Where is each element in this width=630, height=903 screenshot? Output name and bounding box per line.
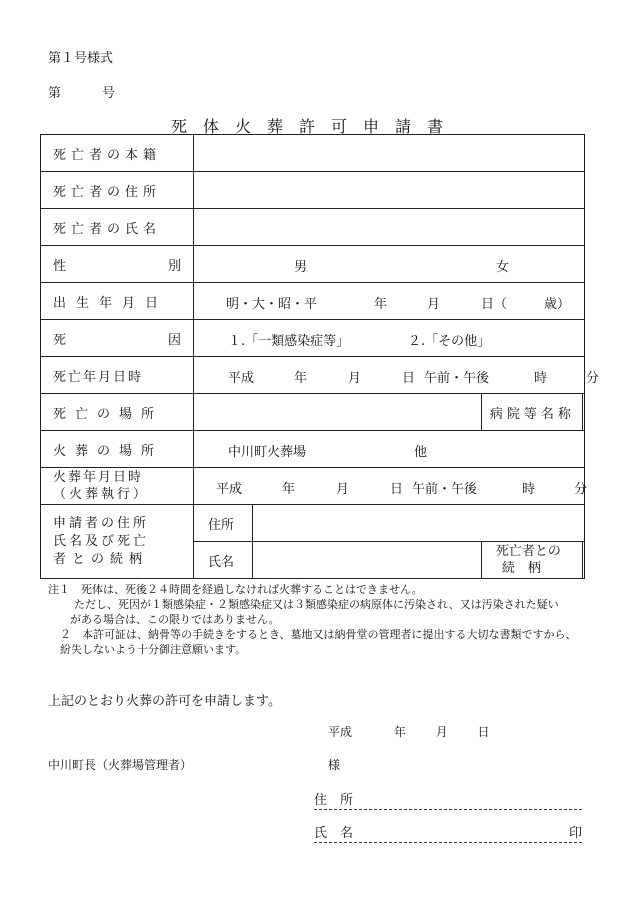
applicant-name-label: 氏 名: [314, 826, 354, 841]
notes: [48, 582, 588, 657]
cremation-month-unit: 月: [336, 482, 350, 497]
row-death-place: [41, 394, 585, 431]
field-death-time[interactable]: [194, 357, 600, 394]
date-year-unit: 年: [393, 725, 406, 739]
label-birth: 出生年月日: [41, 283, 194, 320]
label-applicant: 申請者の住所 氏名及び死亡 者との続柄: [41, 505, 194, 579]
row-birth: [41, 283, 585, 320]
death-year-unit: 年: [294, 371, 308, 386]
note-1: 注１ 死体は、死後２４時間を経過しなければ火葬することはできません。: [48, 583, 423, 596]
cause-option-other[interactable]: ２.「その他」: [408, 334, 491, 349]
cremation-era: 平成: [216, 482, 243, 497]
field-cremation-place[interactable]: [194, 431, 585, 468]
label-death-place: 死亡の場所: [41, 394, 194, 431]
row-cremation-place: [41, 431, 585, 468]
applicant-name-line[interactable]: [314, 822, 582, 843]
field-cause[interactable]: [194, 320, 585, 357]
label-applicant-name: 氏名: [194, 542, 253, 579]
note-1-line2: ただし、死因が１類感染症・２類感染症又は３類感染症の病原体に汚染され、又は汚染された疑い: [74, 598, 559, 611]
application-form-table: [40, 134, 600, 579]
field-death-place[interactable]: [194, 394, 482, 431]
label-applicant-address: 住所: [194, 505, 253, 542]
death-month-unit: 月: [348, 371, 362, 386]
field-applicant-name[interactable]: [253, 542, 482, 579]
number-suffix: 号: [102, 86, 116, 101]
row-domicile: [41, 135, 585, 172]
sex-female-option[interactable]: 女: [496, 260, 510, 275]
label-relation: 死亡者との 続 柄: [481, 542, 582, 579]
sex-male-option[interactable]: 男: [294, 260, 308, 275]
field-cremation-time[interactable]: [194, 468, 588, 505]
cremation-year-unit: 年: [282, 482, 296, 497]
birth-month-unit: 月: [427, 297, 441, 312]
date-day-unit: 日: [477, 725, 490, 739]
cause-option-infectious[interactable]: １.「一類感染症等」: [228, 334, 350, 349]
death-hour-unit: 時: [534, 371, 548, 386]
seal-mark: 印: [568, 826, 582, 841]
birth-year-unit: 年: [374, 297, 388, 312]
field-sex[interactable]: [194, 246, 585, 283]
row-sex: [41, 246, 585, 283]
label-hospital-name: 病院等名称: [481, 394, 582, 431]
label-cremation-time: 火葬年月日時 （火葬執行）: [41, 468, 194, 505]
applicant-address-label: 住 所: [314, 793, 354, 808]
field-domicile[interactable]: [194, 135, 585, 172]
cremation-place-other: 他: [414, 445, 428, 460]
field-name[interactable]: [194, 209, 585, 246]
page-title: 死体火葬許可申請書: [170, 117, 459, 136]
recipient: 中川町長（火葬場管理者）: [48, 758, 193, 772]
label-address: 死亡者の住所: [41, 172, 194, 209]
cremation-minute-unit: 分: [574, 482, 588, 497]
application-date[interactable]: [328, 723, 490, 740]
form-number: 第１号様式: [48, 51, 114, 66]
label-domicile: 死亡者の本籍: [41, 135, 194, 172]
death-era: 平成: [228, 371, 255, 386]
application-statement: 上記のとおり火葬の許可を申請します。: [48, 694, 281, 709]
row-name: [41, 209, 585, 246]
label-sex: 性 別: [41, 246, 194, 283]
death-minute-unit: 分: [586, 371, 600, 386]
applicant-address-line[interactable]: [314, 789, 582, 810]
field-relation[interactable]: [582, 542, 584, 579]
note-1-line3: がある場合は、この限りではありません。: [70, 613, 280, 626]
birth-era: 明・大・昭・平: [226, 297, 318, 312]
cremation-hour-unit: 時: [522, 482, 536, 497]
death-day-unit: 日: [402, 371, 416, 386]
row-applicant-address: [41, 505, 585, 542]
cremation-place-value: 中川町火葬場: [228, 445, 307, 460]
number-prefix: 第: [48, 86, 62, 101]
cremation-ampm: 午前・午後: [412, 482, 478, 497]
field-applicant-address[interactable]: [253, 505, 585, 542]
death-ampm: 午前・午後: [424, 371, 490, 386]
cremation-day-unit: 日: [390, 482, 404, 497]
field-address[interactable]: [194, 172, 585, 209]
row-cause: [41, 320, 585, 357]
field-hospital-name[interactable]: [582, 394, 584, 431]
date-month-unit: 月: [435, 725, 448, 739]
honorific: 様: [328, 758, 341, 772]
label-cause: 死 因: [41, 320, 194, 357]
label-name: 死亡者の氏名: [41, 209, 194, 246]
row-cremation-time: [41, 468, 585, 505]
document-number-label: [48, 82, 116, 101]
field-birth[interactable]: [194, 283, 585, 320]
date-era: 平成: [328, 725, 353, 739]
row-death-time: [41, 357, 585, 394]
note-2: ２ 本許可証は、納骨等の手続きをするとき、墓地又は納骨堂の管理者に提出する大切な書類ですから、紛失しないよう十分御注意願います。: [60, 628, 577, 656]
row-address: [41, 172, 585, 209]
label-death-time: 死亡年月日時: [41, 357, 194, 394]
label-cremation-place: 火葬の場所: [41, 431, 194, 468]
birth-age-unit: 歳）: [544, 297, 571, 312]
birth-day-unit: 日（: [481, 297, 508, 312]
